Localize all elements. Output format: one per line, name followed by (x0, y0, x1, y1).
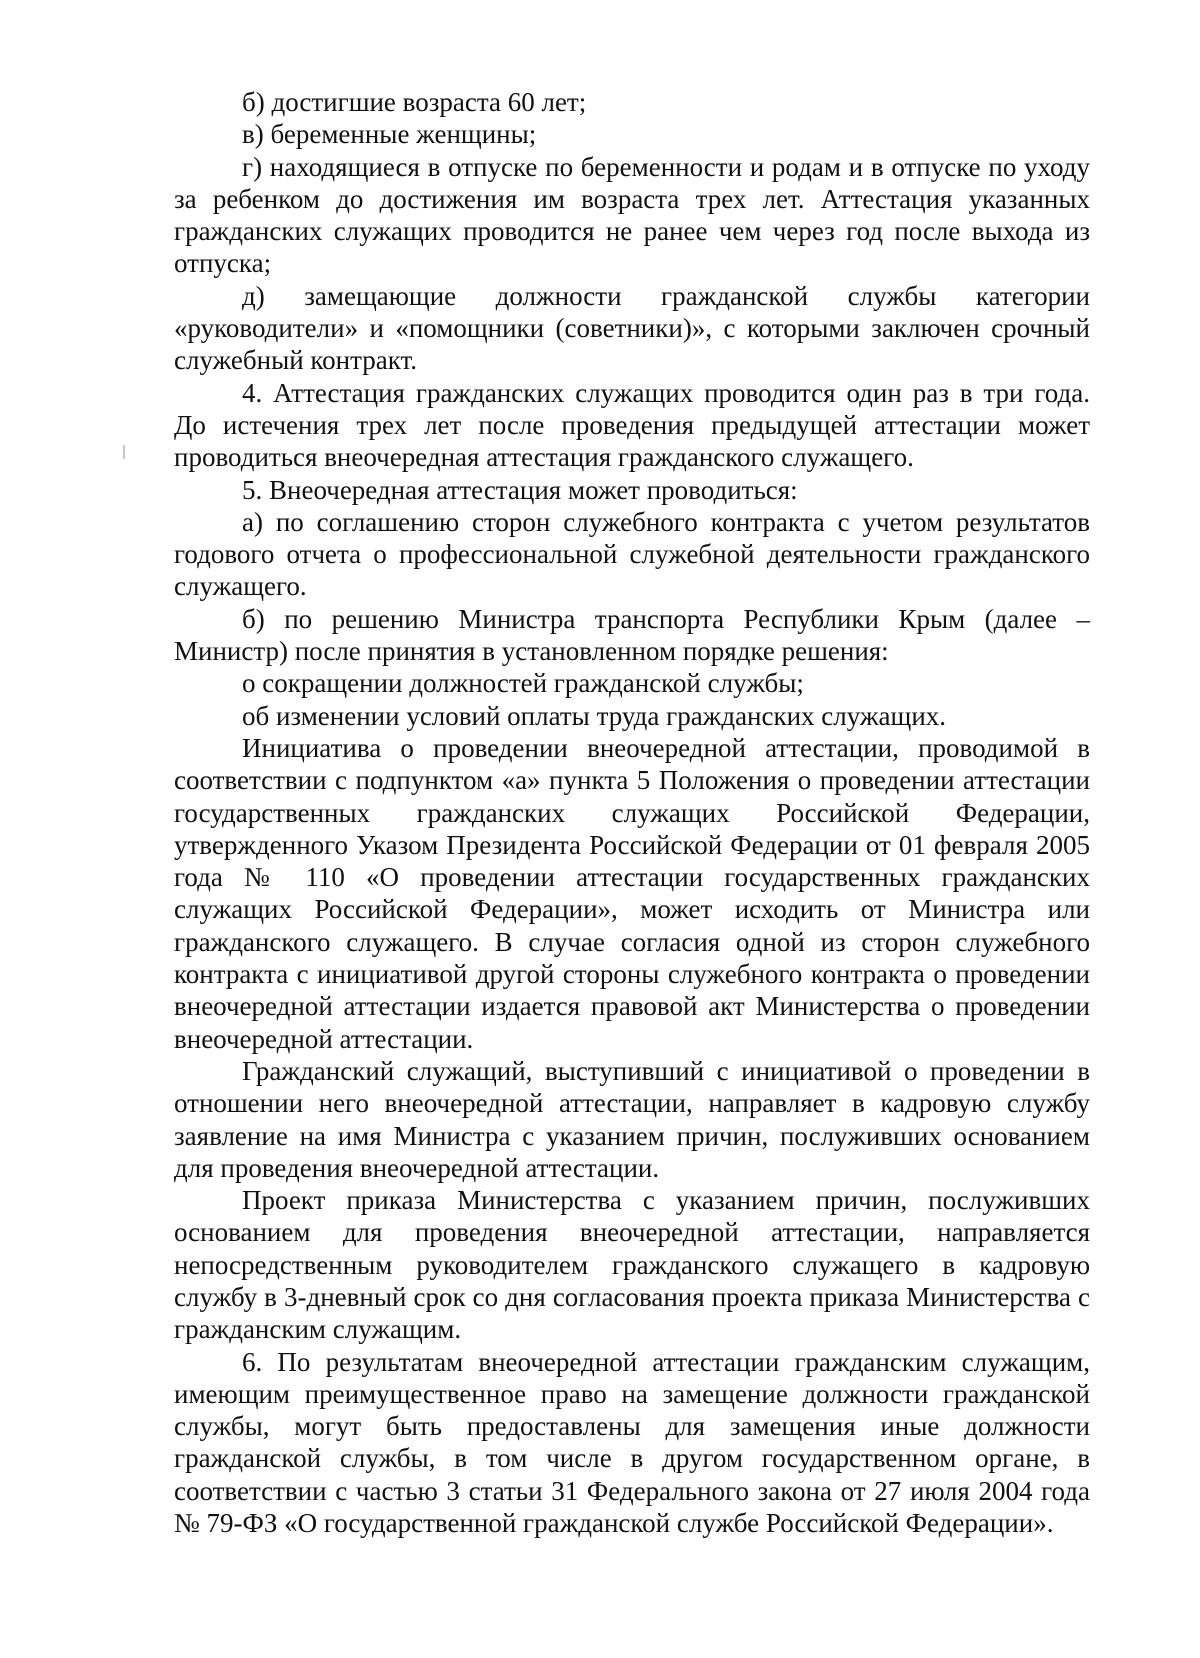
paragraph-6-results: 6. По результатам внеочередной аттестации гражданским служащим, имеющим преимущественное право на замещение должности гражданской службы, могут быть предоставлены для замещения иные должности гражданской службы, в том числе в другом государственном органе, в соответствии с частью 3 статьи 31 Федерального закона от 27 июля 2004 года № 79-ФЗ «О государственной гражданской службе Российской Федерации». (174, 1346, 1090, 1539)
paragraph-d-positions: д) замещающие должности гражданской службы категории «руководители» и «помощники (советники)», с которыми заключен срочный служебный контракт. (174, 280, 1090, 376)
paragraph-5a-agreement: а) по соглашению сторон служебного контракта с учетом результатов годового отчета о профессиональной служебной деятельности гражданского служащего. (174, 506, 1090, 602)
paragraph-order-draft: Проект приказа Министерства с указанием причин, послуживших основанием для проведения внеочередной аттестации, направляется непосредственным руководителем гражданского служащего в кадровую службу в 3-дневный срок со дня согласования проекта приказа Министерства с гражданским служащим. (174, 1185, 1090, 1345)
paragraph-initiative: Инициатива о проведении внеочередной аттестации, проводимой в соответствии с подпунктом «а» пункта 5 Положения о проведении аттестации государственных гражданских служащих Российской Федерации, утвержденного Указом Президента Российской Федерации от 01 февраля 2005 года № 110 «О проведении аттестации государственных гражданских служащих Российской Федерации», может исходить от Министра или гражданского служащего. В случае согласия одной из сторон служебного контракта с инициативой другой стороны служебного контракта о проведении внеочередной аттестации издается правовой акт Министерства о проведении внеочередной аттестации. (174, 732, 1090, 1054)
paragraph-employee-initiative: Гражданский служащий, выступивший с инициативой о проведении в отношении него внеочередной аттестации, направляет в кадровую службу заявление на имя Министра с указанием причин, послуживших основанием для проведения внеочередной аттестации. (174, 1055, 1090, 1183)
paragraph-5b-minister-decision: б) по решению Министра транспорта Республики Крым (далее – Министр) после принятия в установленном порядке решения: (174, 603, 1090, 667)
document-body (174, 86, 1090, 1539)
scan-artifact-mark (123, 445, 125, 459)
paragraph-5-extraordinary: 5. Внеочередная аттестация может проводиться: (242, 474, 798, 505)
paragraph-reduction: о сокращении должностей гражданской службы; (242, 668, 804, 699)
paragraph-g-leave: г) находящиеся в отпуске по беременности и родам и в отпуске по уходу за ребенком до достижения им возраста трех лет. Аттестация указанных гражданских служащих проводится не ранее чем через год после выхода из отпуска; (174, 151, 1090, 279)
paragraph-4-attestation-period: 4. Аттестация гражданских служащих проводится один раз в три года. До истечения трех лет после проведения предыдущей аттестации может проводиться внеочередная аттестация гражданского служащего. (174, 377, 1090, 473)
paragraph-pay-change: об изменении условий оплаты труда гражданских служащих. (242, 700, 947, 731)
paragraph-v-pregnant: в) беременные женщины; (242, 119, 537, 150)
paragraph-b-age-60: б) достигшие возраста 60 лет; (242, 87, 587, 117)
